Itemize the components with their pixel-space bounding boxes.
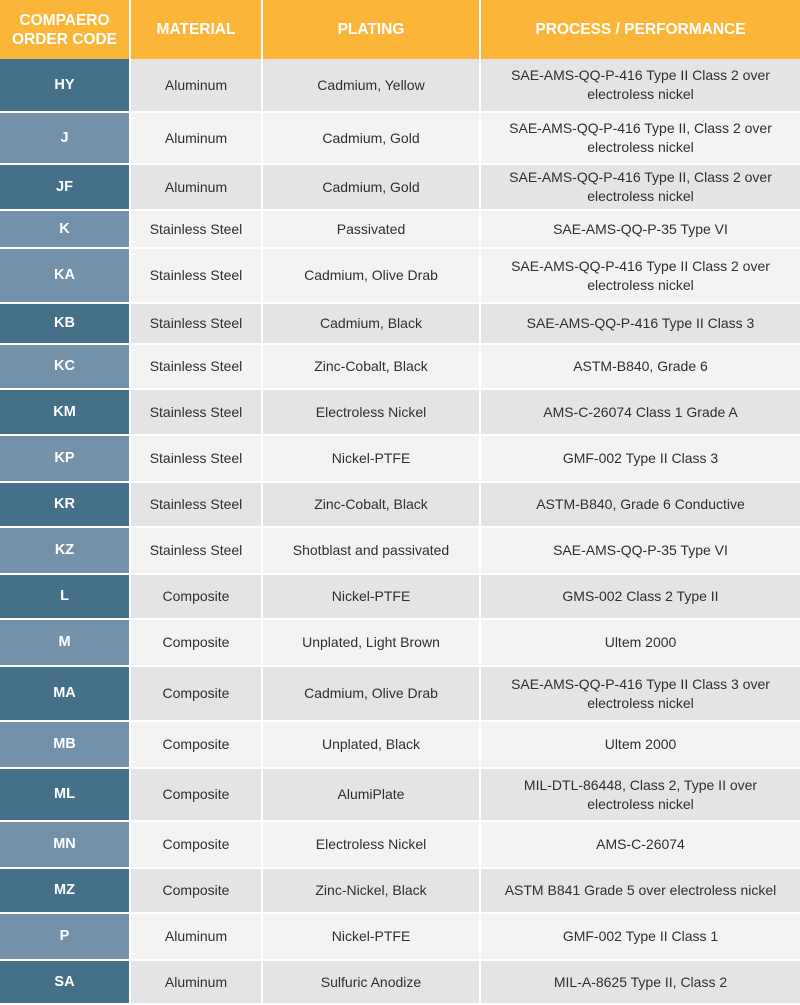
process-cell: MIL-A-8625 Type II, Class 2 — [480, 960, 800, 1004]
material-cell: Stainless Steel — [130, 482, 262, 527]
process-cell: GMF-002 Type II Class 3 — [480, 435, 800, 482]
table-row — [0, 619, 800, 666]
order-code-cell: MN — [0, 821, 130, 868]
material-cell: Aluminum — [130, 164, 262, 210]
plating-cell: Cadmium, Olive Drab — [262, 666, 480, 721]
order-code-cell: P — [0, 913, 130, 960]
material-cell: Composite — [130, 821, 262, 868]
order-code-cell: KR — [0, 482, 130, 527]
table-header-row — [0, 0, 800, 59]
plating-cell: Electroless Nickel — [262, 389, 480, 435]
plating-cell: Cadmium, Gold — [262, 112, 480, 164]
material-cell: Aluminum — [130, 59, 262, 112]
order-code-cell: MA — [0, 666, 130, 721]
material-cell: Composite — [130, 768, 262, 821]
plating-cell: Cadmium, Gold — [262, 164, 480, 210]
plating-cell: AlumiPlate — [262, 768, 480, 821]
material-cell: Stainless Steel — [130, 435, 262, 482]
order-code-cell: KM — [0, 389, 130, 435]
order-code-cell: KZ — [0, 527, 130, 574]
order-code-cell: MZ — [0, 868, 130, 913]
order-code-cell: KP — [0, 435, 130, 482]
order-code-cell: KA — [0, 248, 130, 303]
material-cell: Composite — [130, 721, 262, 768]
process-cell: GMF-002 Type II Class 1 — [480, 913, 800, 960]
material-cell: Stainless Steel — [130, 303, 262, 344]
plating-cell: Zinc-Cobalt, Black — [262, 482, 480, 527]
table-row — [0, 303, 800, 344]
table-row — [0, 164, 800, 210]
material-cell: Aluminum — [130, 913, 262, 960]
material-cell: Stainless Steel — [130, 344, 262, 389]
table-row — [0, 913, 800, 960]
table-row — [0, 666, 800, 721]
order-code-cell: MB — [0, 721, 130, 768]
plating-cell: Sulfuric Anodize — [262, 960, 480, 1004]
table-row — [0, 112, 800, 164]
material-cell: Aluminum — [130, 960, 262, 1004]
process-cell: AMS-C-26074 — [480, 821, 800, 868]
plating-cell: Nickel-PTFE — [262, 913, 480, 960]
plating-cell: Nickel-PTFE — [262, 574, 480, 619]
process-cell: MIL-DTL-86448, Class 2, Type II over electroless nickel — [480, 768, 800, 821]
table-row — [0, 574, 800, 619]
plating-cell: Zinc-Cobalt, Black — [262, 344, 480, 389]
table-row — [0, 435, 800, 482]
order-code-cell: ML — [0, 768, 130, 821]
process-cell: GMS-002 Class 2 Type II — [480, 574, 800, 619]
table-row — [0, 248, 800, 303]
plating-cell: Passivated — [262, 210, 480, 248]
material-cell: Aluminum — [130, 112, 262, 164]
process-cell: SAE-AMS-QQ-P-35 Type VI — [480, 210, 800, 248]
material-cell: Stainless Steel — [130, 527, 262, 574]
table-row — [0, 59, 800, 112]
plating-cell: Zinc-Nickel, Black — [262, 868, 480, 913]
plating-cell: Nickel-PTFE — [262, 435, 480, 482]
plating-cell: Electroless Nickel — [262, 821, 480, 868]
material-cell: Composite — [130, 619, 262, 666]
process-cell: SAE-AMS-QQ-P-416 Type II Class 2 over electroless nickel — [480, 59, 800, 112]
plating-cell: Cadmium, Yellow — [262, 59, 480, 112]
order-code-cell: J — [0, 112, 130, 164]
material-cell: Composite — [130, 574, 262, 619]
process-cell: SAE-AMS-QQ-P-35 Type VI — [480, 527, 800, 574]
process-cell: Ultem 2000 — [480, 721, 800, 768]
table-row — [0, 389, 800, 435]
material-cell: Composite — [130, 666, 262, 721]
order-code-cell: L — [0, 574, 130, 619]
process-cell: ASTM-B840, Grade 6 — [480, 344, 800, 389]
material-cell: Stainless Steel — [130, 248, 262, 303]
process-cell: ASTM-B840, Grade 6 Conductive — [480, 482, 800, 527]
table-row — [0, 721, 800, 768]
table-row — [0, 482, 800, 527]
order-code-cell: KB — [0, 303, 130, 344]
table-row — [0, 344, 800, 389]
process-cell: SAE-AMS-QQ-P-416 Type II Class 3 — [480, 303, 800, 344]
table-row — [0, 210, 800, 248]
order-code-cell: HY — [0, 59, 130, 112]
order-code-cell: M — [0, 619, 130, 666]
material-cell: Stainless Steel — [130, 389, 262, 435]
table-row — [0, 821, 800, 868]
process-cell: SAE-AMS-QQ-P-416 Type II, Class 2 over electroless nickel — [480, 164, 800, 210]
order-code-cell: K — [0, 210, 130, 248]
header-material: MATERIAL — [130, 0, 262, 59]
order-code-cell: KC — [0, 344, 130, 389]
plating-cell: Cadmium, Olive Drab — [262, 248, 480, 303]
header-order-code: COMPAERO ORDER CODE — [0, 0, 130, 59]
process-cell: SAE-AMS-QQ-P-416 Type II Class 2 over electroless nickel — [480, 248, 800, 303]
order-code-cell: SA — [0, 960, 130, 1004]
plating-cell: Cadmium, Black — [262, 303, 480, 344]
plating-cell: Unplated, Light Brown — [262, 619, 480, 666]
table-row — [0, 868, 800, 913]
plating-cell: Shotblast and passivated — [262, 527, 480, 574]
table-body — [0, 59, 800, 1004]
table-row — [0, 960, 800, 1004]
plating-cell: Unplated, Black — [262, 721, 480, 768]
process-cell: AMS-C-26074 Class 1 Grade A — [480, 389, 800, 435]
table-row — [0, 768, 800, 821]
order-code-cell: JF — [0, 164, 130, 210]
header-plating: PLATING — [262, 0, 480, 59]
process-cell: ASTM B841 Grade 5 over electroless nickel — [480, 868, 800, 913]
process-cell: Ultem 2000 — [480, 619, 800, 666]
header-process-performance: PROCESS / PERFORMANCE — [480, 0, 800, 59]
process-cell: SAE-AMS-QQ-P-416 Type II Class 3 over electroless nickel — [480, 666, 800, 721]
table-row — [0, 527, 800, 574]
process-cell: SAE-AMS-QQ-P-416 Type II, Class 2 over electroless nickel — [480, 112, 800, 164]
material-cell: Composite — [130, 868, 262, 913]
material-cell: Stainless Steel — [130, 210, 262, 248]
